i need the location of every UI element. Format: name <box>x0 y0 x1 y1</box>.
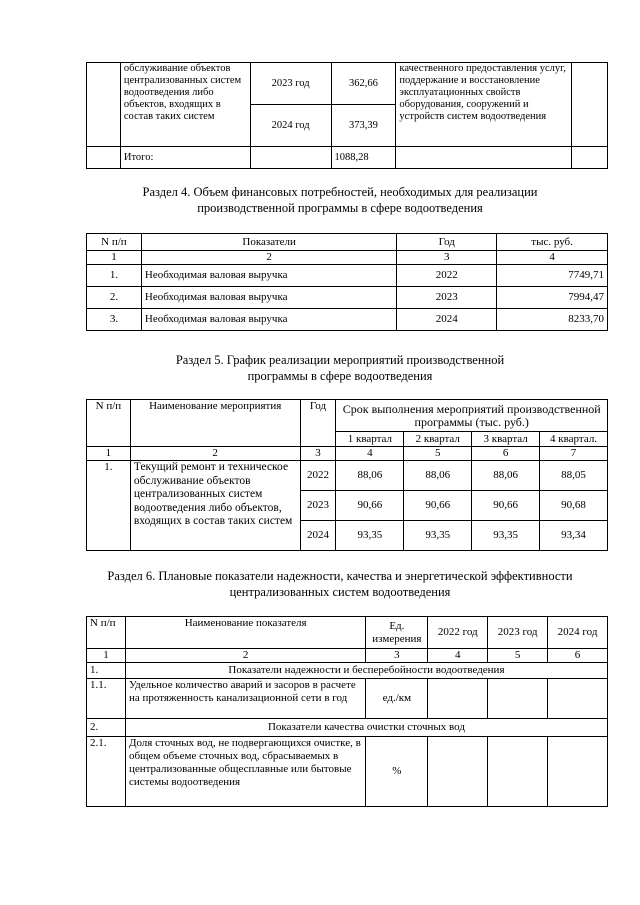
header-year: Год <box>300 400 336 447</box>
indicator-name: Удельное количество аварий и засоров в расчете на протяженность канализационной сети в год <box>125 679 365 719</box>
col-number: 1 <box>87 251 142 265</box>
header-period: Срок выполнения мероприятий производственной программы (тыс. руб.) <box>336 400 608 432</box>
row-number: 2.1. <box>87 737 126 807</box>
row-number-cell <box>87 63 121 147</box>
col-number: 2 <box>141 251 396 265</box>
group-number: 1. <box>87 663 126 679</box>
row-year: 2024 <box>300 521 336 551</box>
table-row <box>87 663 608 679</box>
quarter-header: 2 квартал <box>404 432 472 447</box>
unit: % <box>366 737 428 807</box>
table-row <box>87 737 608 807</box>
total-value: 1088,28 <box>331 147 396 169</box>
quarter-value: 88,06 <box>336 461 404 491</box>
row-number: 3. <box>87 309 142 331</box>
col-number: 5 <box>488 649 548 663</box>
col-number: 5 <box>404 447 472 461</box>
year-cell: 2023 год <box>250 63 331 105</box>
unit: ед./км <box>366 679 428 719</box>
col-number: 2 <box>130 447 300 461</box>
header-year: 2023 год <box>488 617 548 649</box>
col-number: 4 <box>497 251 608 265</box>
empty-cell <box>548 679 608 719</box>
indicator-name: Необходимая валовая выручка <box>141 309 396 331</box>
header-value: тыс. руб. <box>497 234 608 251</box>
group-number: 2. <box>87 719 126 737</box>
table-row <box>87 719 608 737</box>
empty-cell <box>396 147 572 169</box>
col-number: 6 <box>472 447 540 461</box>
header-year: Год <box>397 234 497 251</box>
empty-cell <box>250 147 331 169</box>
effect-description: качественного предоставления услуг, поддержание и восстановление эксплуатационных свойств оборудования, сооружений и устройств систем водоотведения <box>396 63 572 147</box>
total-label: Итого: <box>120 147 250 169</box>
section5-title: Раздел 5. График реализации мероприятий производственной программы в сфере водоотведения <box>175 353 505 383</box>
quarter-value: 93,35 <box>336 521 404 551</box>
quarter-value: 90,66 <box>404 491 472 521</box>
header-n: N п/п <box>87 400 131 447</box>
quarter-value: 88,05 <box>540 461 608 491</box>
group-title: Показатели надежности и бесперебойности водоотведения <box>125 663 607 679</box>
header-indicators: Показатели <box>141 234 396 251</box>
financing-table-continuation <box>86 62 608 169</box>
quarter-value: 90,66 <box>472 491 540 521</box>
quarter-value: 93,35 <box>472 521 540 551</box>
value-cell: 362,66 <box>331 63 396 105</box>
empty-cell <box>572 147 608 169</box>
row-number: 1. <box>87 461 131 551</box>
col-number: 3 <box>366 649 428 663</box>
quarter-value: 90,68 <box>540 491 608 521</box>
quarter-header: 4 квартал. <box>540 432 608 447</box>
row-value: 7749,71 <box>497 265 608 287</box>
section6-table <box>86 616 608 807</box>
col-number: 4 <box>428 649 488 663</box>
row-value: 8233,70 <box>497 309 608 331</box>
quarter-header: 3 квартал <box>472 432 540 447</box>
empty-cell <box>548 737 608 807</box>
table-row <box>87 265 608 287</box>
row-number: 2. <box>87 287 142 309</box>
indicator-name: Доля сточных вод, не подвергающихся очистке, в общем объеме сточных вод, сбрасываемых в централизованные общесплавные или бытовые системы водоотведения <box>125 737 365 807</box>
empty-cell <box>488 679 548 719</box>
col-number: 2 <box>125 649 365 663</box>
empty-cell <box>428 679 488 719</box>
col-number: 3 <box>397 251 497 265</box>
table-row <box>87 287 608 309</box>
empty-cell <box>488 737 548 807</box>
quarter-value: 93,34 <box>540 521 608 551</box>
header-indicator-name: Наименование показателя <box>125 617 365 649</box>
event-name: Текущий ремонт и техническое обслуживание объектов централизованных систем водоотведения либо объектов, входящих в состав таких систем <box>130 461 300 551</box>
col-number: 4 <box>336 447 404 461</box>
row-year: 2023 <box>300 491 336 521</box>
header-year: 2024 год <box>548 617 608 649</box>
quarter-value: 90,66 <box>336 491 404 521</box>
empty-cell <box>572 63 608 147</box>
section6-title: Раздел 6. Плановые показатели надежности, качества и энергетической эффективности централизованных систем водоотведения <box>107 569 573 599</box>
col-number: 1 <box>87 649 126 663</box>
section4-title: Раздел 4. Объем финансовых потребностей, необходимых для реализации производственной программы в сфере водоотведения <box>142 185 538 215</box>
quarter-value: 93,35 <box>404 521 472 551</box>
row-year: 2022 <box>397 265 497 287</box>
row-number: 1.1. <box>87 679 126 719</box>
header-year: 2022 год <box>428 617 488 649</box>
value-cell: 373,39 <box>331 105 396 147</box>
table-row <box>87 461 608 491</box>
col-number: 1 <box>87 447 131 461</box>
empty-cell <box>87 147 121 169</box>
section5-table <box>86 399 608 551</box>
col-number: 7 <box>540 447 608 461</box>
item-description: обслуживание объектов централизованных систем водоотведения либо объектов, входящих в состав таких систем <box>120 63 250 147</box>
row-value: 7994,47 <box>497 287 608 309</box>
row-year: 2022 <box>300 461 336 491</box>
col-number: 3 <box>300 447 336 461</box>
indicator-name: Необходимая валовая выручка <box>141 265 396 287</box>
group-title: Показатели качества очистки сточных вод <box>125 719 607 737</box>
header-event-name: Наименование мероприятия <box>130 400 300 447</box>
header-unit: Ед. измерения <box>366 617 428 649</box>
row-year: 2024 <box>397 309 497 331</box>
table-row <box>87 679 608 719</box>
col-number: 6 <box>548 649 608 663</box>
row-year: 2023 <box>397 287 497 309</box>
header-n: N п/п <box>87 234 142 251</box>
year-cell: 2024 год <box>250 105 331 147</box>
quarter-header: 1 квартал <box>336 432 404 447</box>
table-row <box>87 309 608 331</box>
header-n: N п/п <box>87 617 126 649</box>
row-number: 1. <box>87 265 142 287</box>
quarter-value: 88,06 <box>472 461 540 491</box>
indicator-name: Необходимая валовая выручка <box>141 287 396 309</box>
empty-cell <box>428 737 488 807</box>
quarter-value: 88,06 <box>404 461 472 491</box>
section4-table <box>86 233 608 331</box>
